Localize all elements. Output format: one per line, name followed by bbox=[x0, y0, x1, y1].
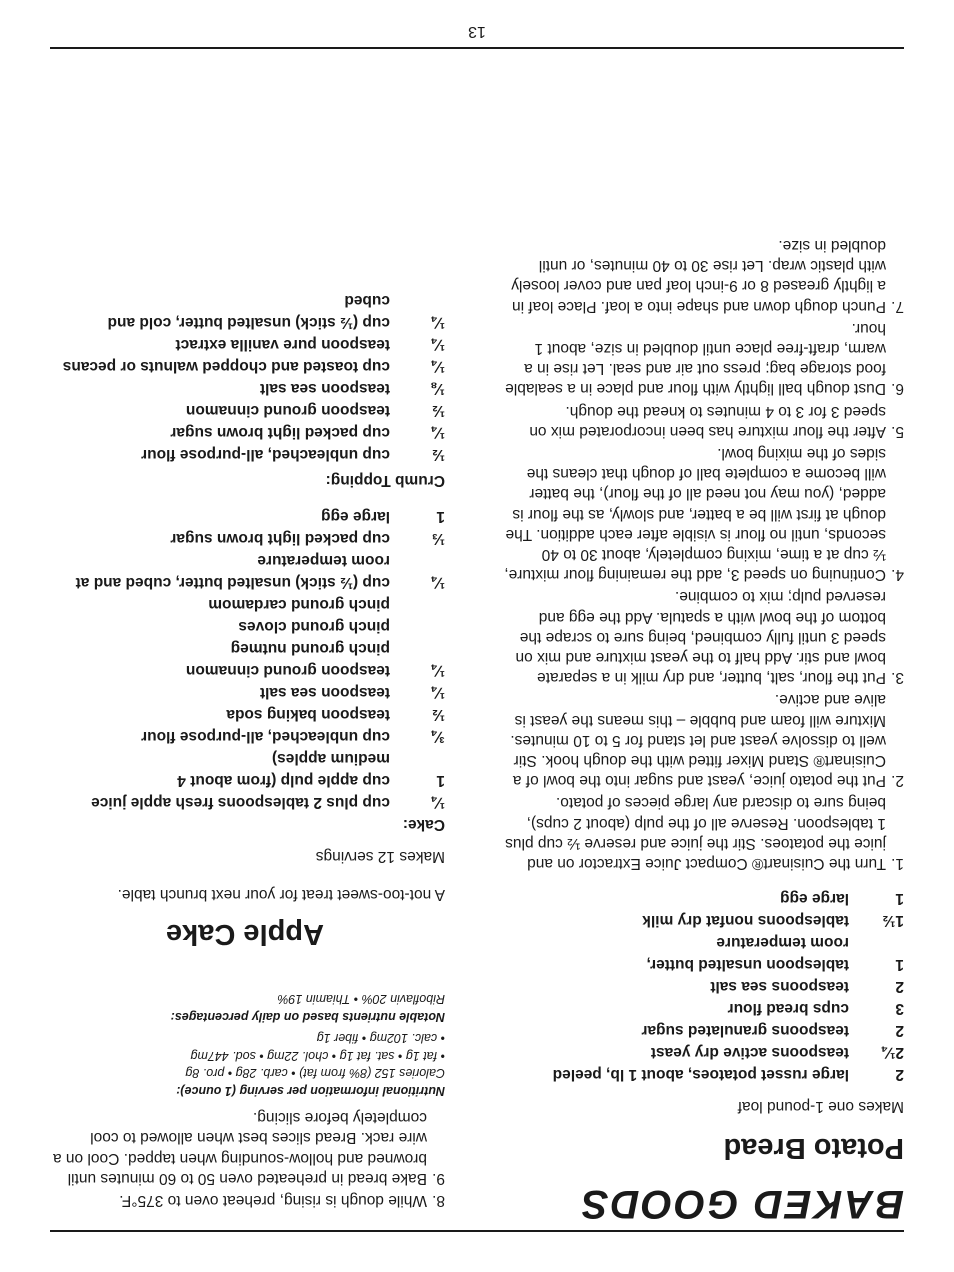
ingredient-desc: cup plus 2 tablespoons fresh apple juice bbox=[91, 793, 390, 811]
ingredient-qty: 2¼ bbox=[882, 1044, 904, 1061]
step-number: 1. bbox=[891, 855, 904, 872]
ingredient-desc: pinch ground nutmeg bbox=[230, 639, 390, 657]
ingredient-qty: 3 bbox=[895, 1000, 904, 1017]
ingredient-desc: cup (½ stick) unsalted butter, cubed and at room temperature bbox=[75, 551, 390, 591]
crumb-ingredients bbox=[45, 289, 445, 465]
ingredient-desc: large russet potatoes, about 1 lb, peeled bbox=[552, 1066, 849, 1083]
ingredient-row bbox=[45, 681, 445, 703]
step-text: After the flour mixture has been incorporated mix on speed 3 for 3 to 4 minutes to knead the dough. bbox=[529, 402, 886, 440]
ingredient-row bbox=[45, 333, 445, 355]
apple-cake-yield: Makes 12 servings bbox=[315, 847, 445, 865]
ingredient-desc: teaspoon ground cinnamon bbox=[185, 401, 390, 419]
ingredient-desc: large egg bbox=[780, 890, 849, 907]
page-number: 13 bbox=[468, 23, 486, 40]
step-item bbox=[504, 400, 904, 440]
ingredient-desc: cup unbleached, all-purpose flour bbox=[141, 727, 390, 745]
ingredient-qty: ¼ bbox=[432, 683, 445, 701]
ingredient-qty: ¼ bbox=[432, 313, 445, 331]
ingredient-qty: ⅓ bbox=[432, 529, 445, 547]
potato-bread-yield: Makes one 1-pound loaf bbox=[737, 1098, 904, 1115]
ingredient-desc: tablespoon unsalted butter, room temperature bbox=[646, 934, 849, 973]
ingredient-desc: cup toasted and chopped walnuts or pecans bbox=[62, 357, 390, 375]
step-text: Punch dough down and shape into a loaf. Place loaf in a lightly greased 8 or 9-inch loaf pan and cover loosely with plastic wrap. Let rise 30 to 40 minutes, or until doubled in size. bbox=[511, 236, 886, 315]
ingredient-row bbox=[45, 593, 445, 615]
ingredient-row bbox=[504, 931, 904, 975]
step-text: Put the potato juice, yeast and sugar into the bowl of a Cuisinart® Stand Mixer fitted with the dough hook. Stir well to dissolve yeast and let stand for 5 to 10 minutes. Mixture will foam and bubble – this means the yeast is alive and active. bbox=[510, 691, 886, 790]
step-number: 6. bbox=[891, 380, 904, 398]
ingredient-qty: 1 bbox=[895, 956, 904, 973]
ingredient-row bbox=[45, 527, 445, 549]
ingredient-row bbox=[45, 443, 445, 465]
ingredient-qty bbox=[390, 593, 445, 615]
cake-label: Cake: bbox=[402, 815, 445, 833]
step-number: 3. bbox=[891, 669, 904, 687]
ingredient-row bbox=[504, 997, 904, 1019]
step-item bbox=[45, 1190, 445, 1210]
ingredient-qty: ¼ bbox=[432, 335, 445, 353]
step-item bbox=[504, 586, 904, 687]
step-item bbox=[504, 235, 904, 316]
ingredient-row bbox=[45, 747, 445, 791]
step-text: Put the flour, salt, butter, and dry milk in a separate bowl and stir. Add half to the yeast mixture and mix on speed 3 until fully combined, being sure to scrape the bottom of the bowl with a spatula. Add the egg and reserved pulp; mix to combine. bbox=[515, 588, 886, 687]
ingredient-desc: teaspoon sea salt bbox=[259, 379, 390, 397]
daily-heading: Notable nutrients based on daily percentages: bbox=[170, 1009, 445, 1024]
ingredient-desc: cup apple pulp (from about 4 medium apples) bbox=[177, 749, 390, 789]
step-number: 8. bbox=[432, 1192, 445, 1209]
step-item bbox=[504, 689, 904, 790]
ingredient-row bbox=[45, 421, 445, 443]
step-text: Continuing on speed 3, add the remaining flour mixture, ½ cup at a time, mixing completely, about 30 to 40 seconds, until no flour is visible after each addition. The dough at first will be a batter, and slowly, as the flour is added, (you may not need all of the flour), the batter will become a complete ball of dough that cleans the sides of the mixing bowl. bbox=[504, 444, 886, 584]
ingredient-desc: teaspoon baking soda bbox=[226, 705, 390, 723]
step-text: Turn the Cuisinart® Compact Juice Extractor on and juice the potatoes. Stir the juice and reserve ½ cup plus 1 tablespoon. Reserve all of the pulp (about 2 cups), being sure to discard any large pieces of potato. bbox=[505, 794, 886, 872]
step-item bbox=[45, 1107, 445, 1188]
ingredient-row bbox=[45, 505, 445, 527]
potato-bread-title: Potato Bread bbox=[723, 1132, 904, 1164]
step-item bbox=[504, 792, 904, 873]
step-text: Dust dough ball lightly with flour and place in a sealable food storage bag; press out air and seal. Let rise in a warm, draft-free place until doubled in size, about 1 hour. bbox=[505, 319, 886, 398]
ingredient-desc: cup packed light brown sugar bbox=[170, 529, 390, 547]
ingredient-desc: cups bread flour bbox=[727, 1000, 849, 1017]
ingredient-row bbox=[45, 549, 445, 593]
step-number: 4. bbox=[891, 566, 904, 584]
potato-bread-steps-continued bbox=[45, 1107, 445, 1210]
potato-bread-column bbox=[504, 233, 904, 1164]
cake-ingredients bbox=[45, 505, 445, 813]
ingredient-row bbox=[45, 791, 445, 813]
ingredient-desc: pinch ground cardamom bbox=[208, 595, 390, 613]
ingredient-row bbox=[504, 1019, 904, 1041]
apple-cake-title: Apple Cake bbox=[166, 917, 324, 950]
ingredient-qty: ⅛ bbox=[432, 379, 445, 397]
ingredient-row bbox=[45, 377, 445, 399]
ingredient-desc: tablespoons nonfat dry milk bbox=[642, 912, 849, 929]
ingredient-row bbox=[45, 637, 445, 659]
ingredient-row bbox=[504, 1063, 904, 1085]
ingredient-desc: cup unbleached, all-purpose flour bbox=[141, 445, 390, 463]
step-item bbox=[504, 443, 904, 584]
step-number: 9. bbox=[432, 1169, 445, 1187]
ingredient-desc: pinch ground cloves bbox=[238, 617, 390, 635]
ingredient-qty: 2 bbox=[895, 978, 904, 995]
ingredient-qty bbox=[390, 637, 445, 659]
potato-bread-steps bbox=[504, 235, 904, 873]
ingredient-qty: ½ bbox=[432, 401, 445, 419]
ingredient-row bbox=[45, 289, 445, 333]
nutrition-heading: Nutritional information per serving (1 ounce): bbox=[176, 1083, 445, 1098]
ingredient-desc: teaspoons sea salt bbox=[710, 978, 849, 995]
ingredient-qty: 1 bbox=[436, 771, 445, 789]
ingredient-desc: cup (½ stick) unsalted butter, cold and cubed bbox=[107, 291, 390, 331]
step-number: 2. bbox=[891, 772, 904, 790]
nutrition-line: • calc. 102mg • fiber 1g bbox=[316, 1031, 445, 1046]
step-item bbox=[504, 318, 904, 399]
ingredient-row bbox=[504, 1041, 904, 1063]
ingredient-row bbox=[45, 399, 445, 421]
ingredient-desc: cup packed light brown sugar bbox=[170, 423, 390, 441]
ingredient-qty: 1½ bbox=[882, 912, 904, 929]
ingredient-row bbox=[45, 355, 445, 377]
ingredient-row bbox=[45, 725, 445, 747]
ingredient-row bbox=[45, 615, 445, 637]
step-number: 5. bbox=[891, 422, 904, 440]
ingredient-qty: ¼ bbox=[432, 573, 445, 591]
ingredient-row bbox=[504, 975, 904, 997]
ingredient-desc: large egg bbox=[321, 507, 390, 525]
step-text: While dough is rising, preheat oven to 375°F. bbox=[119, 1192, 427, 1209]
apple-cake-intro: A not-too-sweet treat for your next brunch table. bbox=[117, 885, 445, 903]
ingredient-desc: teaspoon ground cinnamon bbox=[185, 661, 390, 679]
daily-line: Riboflavin 20% • Thiamin 19% bbox=[277, 992, 445, 1007]
nutrition-info bbox=[45, 990, 445, 1099]
ingredient-qty: ¼ bbox=[432, 357, 445, 375]
apple-cake-column bbox=[45, 289, 445, 1210]
step-text: Bake bread in preheated oven 50 to 60 minutes until browned and hollow-sounding when tapped. Cool on a wire rack. Bread slices best when allowed to cool completely before slicing. bbox=[53, 1109, 427, 1187]
ingredient-row bbox=[45, 703, 445, 725]
ingredient-qty: 2 bbox=[895, 1066, 904, 1083]
crumb-label: Crumb Topping: bbox=[325, 471, 445, 489]
bottom-rule bbox=[50, 47, 904, 49]
ingredient-qty: 1 bbox=[895, 890, 904, 907]
ingredient-qty: ½ bbox=[432, 705, 445, 723]
step-number: 7. bbox=[891, 297, 904, 315]
ingredient-qty: ½ bbox=[432, 445, 445, 463]
ingredient-desc: teaspoons granulated sugar bbox=[641, 1022, 849, 1039]
ingredient-qty bbox=[390, 615, 445, 637]
ingredient-desc: teaspoons active dry yeast bbox=[650, 1044, 849, 1061]
ingredient-qty: 2 bbox=[895, 1022, 904, 1039]
ingredient-qty: ¾ bbox=[432, 727, 445, 745]
ingredient-row bbox=[45, 659, 445, 681]
ingredient-row bbox=[504, 887, 904, 909]
nutrition-line: Calories 152 (8% from fat) • carb. 28g • pro. 8g bbox=[185, 1066, 445, 1081]
ingredient-desc: teaspoon sea salt bbox=[259, 683, 390, 701]
ingredient-row bbox=[504, 909, 904, 931]
top-rule bbox=[50, 1230, 904, 1232]
ingredient-desc: teaspoon pure vanilla extract bbox=[175, 335, 390, 353]
ingredient-qty: ¼ bbox=[432, 793, 445, 811]
potato-bread-ingredients bbox=[504, 887, 904, 1085]
ingredient-qty: ¼ bbox=[432, 661, 445, 679]
section-title: BAKED GOODS bbox=[579, 1182, 904, 1226]
ingredient-qty: ¼ bbox=[432, 423, 445, 441]
nutrition-line: • fat 1g • sat. fat 1g • chol. 22mg • sod. 447mg bbox=[190, 1048, 445, 1063]
ingredient-qty: 1 bbox=[436, 507, 445, 525]
